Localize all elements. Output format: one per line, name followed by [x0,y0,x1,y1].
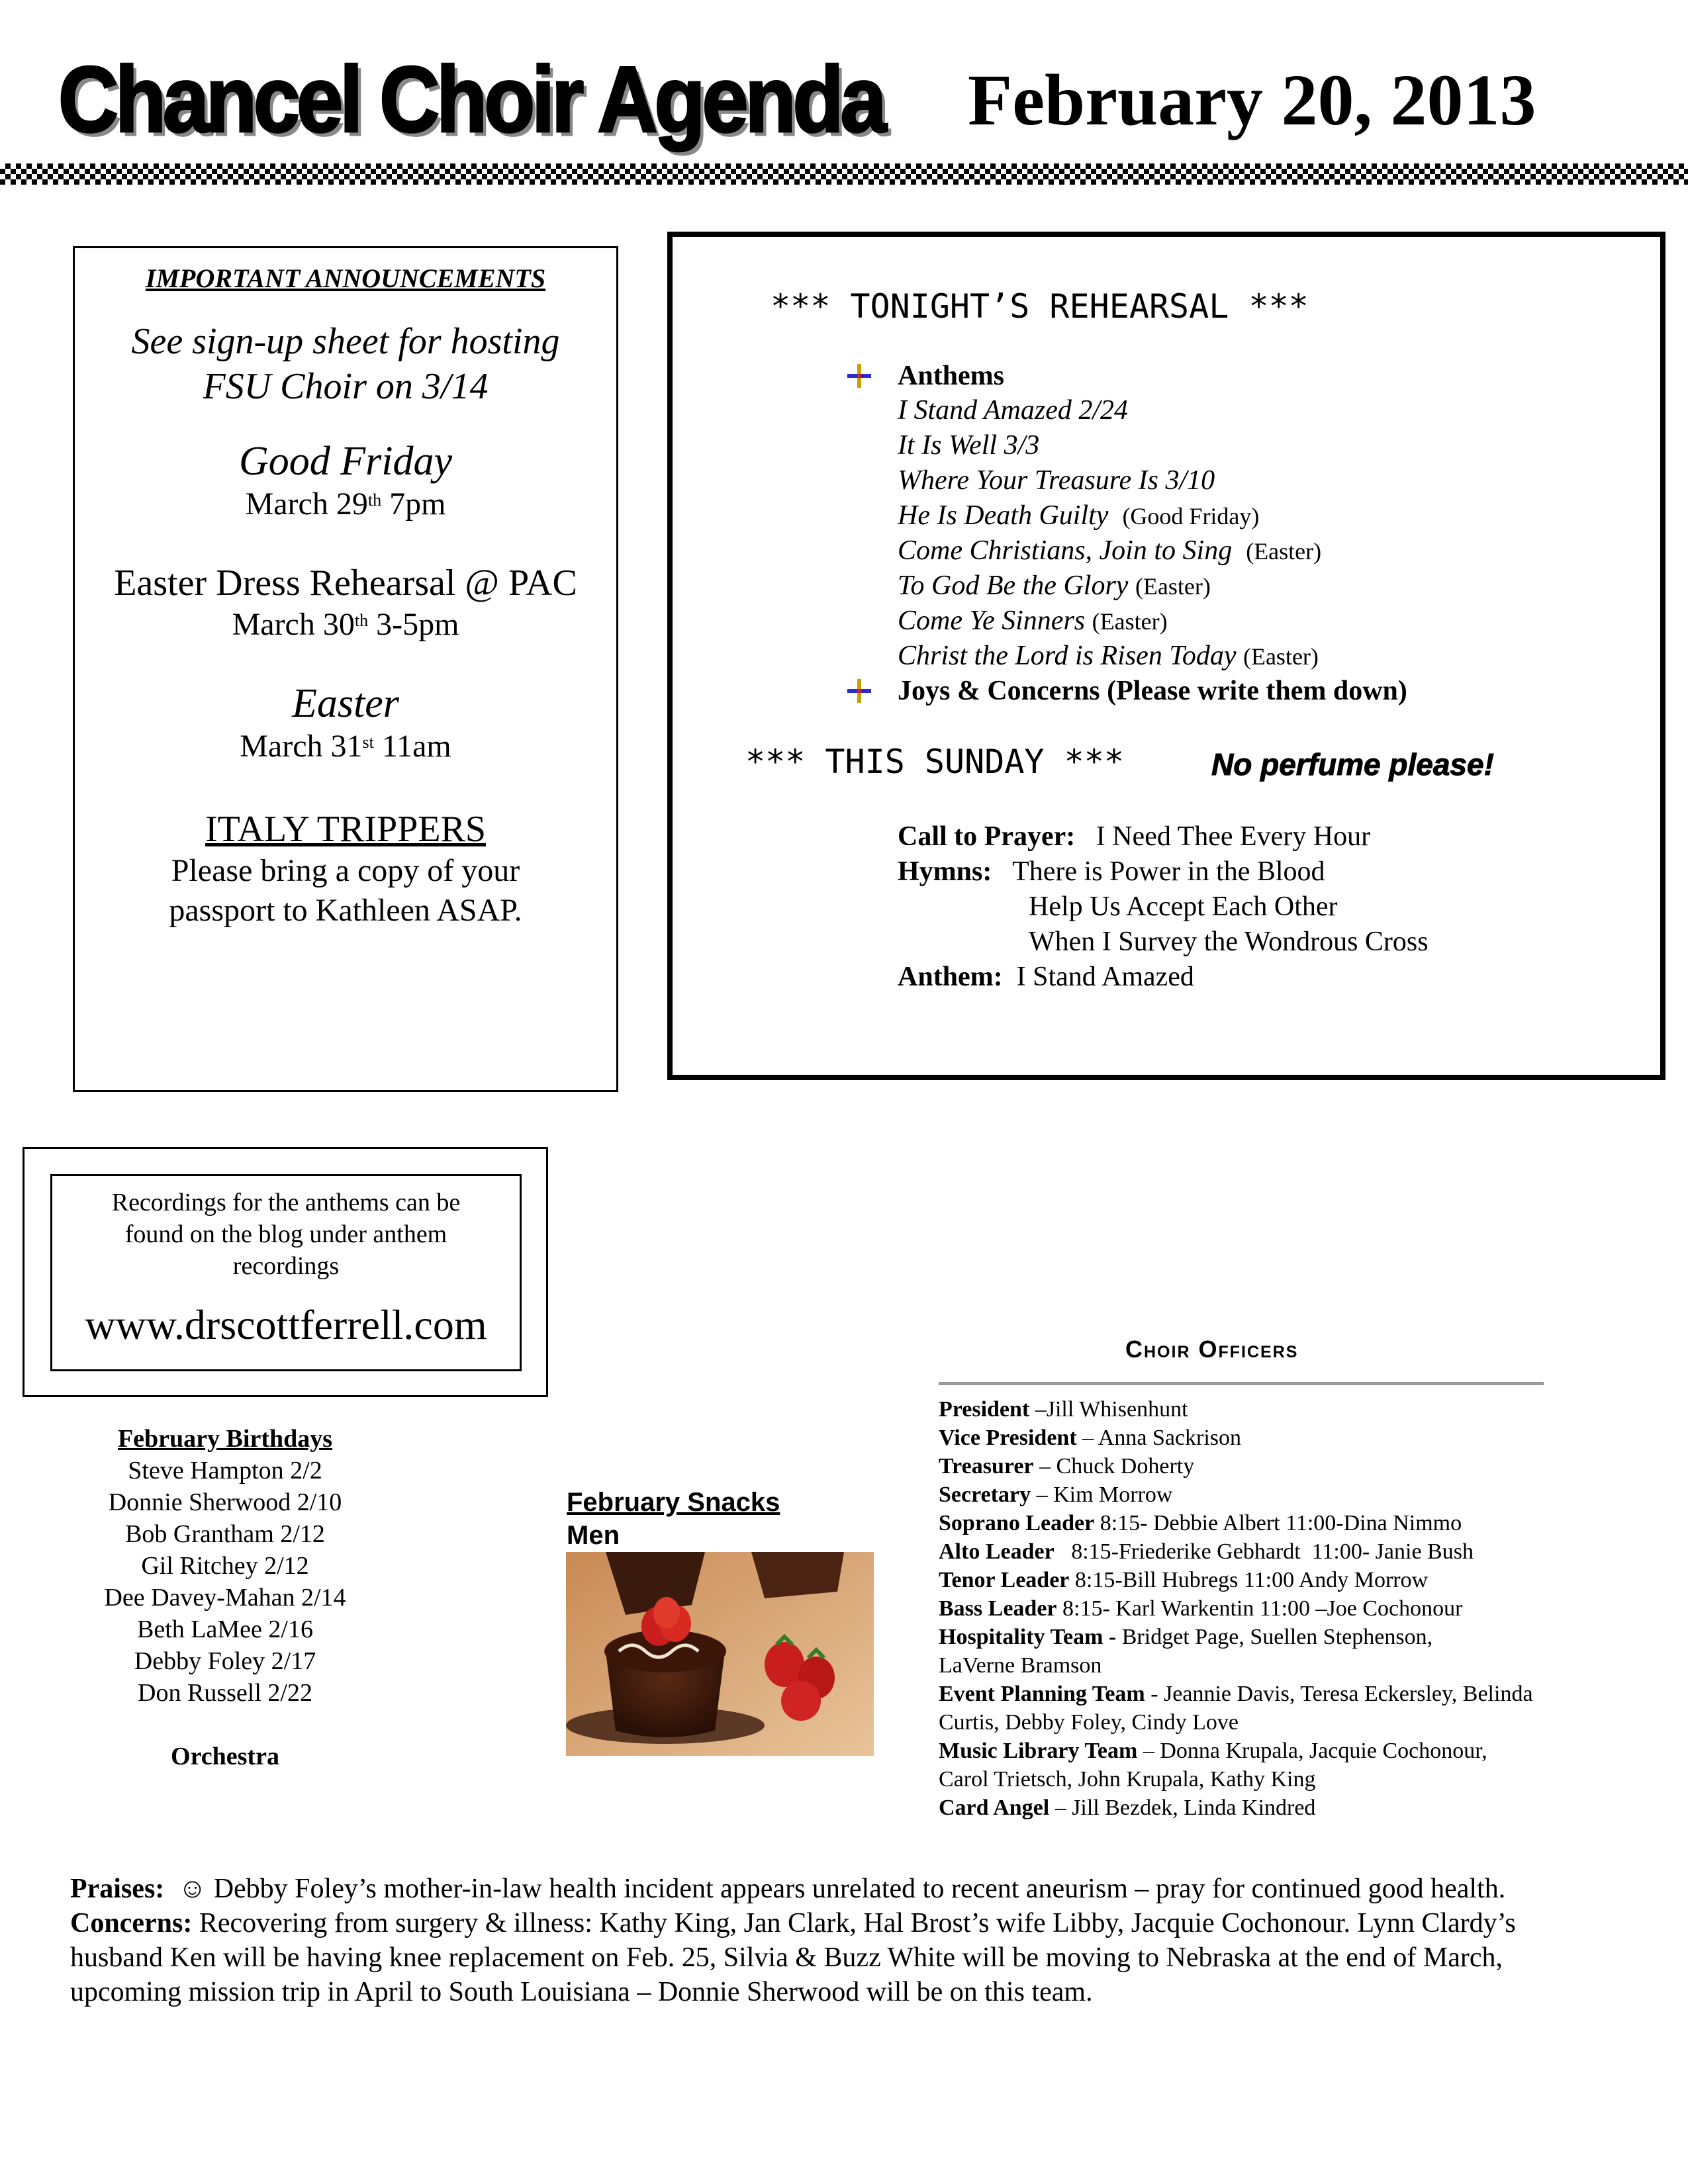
list-item: Hospitality Team - Bridget Page, Suellen Stephenson, LaVerne Bramson [939,1625,1433,1678]
list-item: Donnie Sherwood 2/10 [108,1488,342,1516]
easter-title: Easter [292,681,399,726]
rehearsal-box [667,232,1665,1080]
list-item: Event Planning Team - Jeannie Davis, Teresa Eckersley, Belinda Curtis, Debby Foley, Cindy Love [939,1682,1533,1735]
snacks-section [567,1486,780,1552]
announcements-box [73,246,618,1092]
list-item: Treasurer – Chuck Doherty [939,1454,1195,1479]
signup-line-1: See sign-up sheet for hosting [131,321,560,362]
rehearsal-heading: *** TONIGHT’S REHEARSAL *** [771,287,1309,326]
italy-line-2: passport to Kathleen ASAP. [169,893,522,928]
easter-date: March 31st 11am [240,729,451,764]
list-item: Dee Davey-Mahan 2/14 [104,1584,346,1612]
anthem-item: Christ the Lord is Risen Today (Easter) [898,641,1319,671]
italy-line-1: Please bring a copy of your [171,853,520,888]
page-title: Chancel Choir Agenda [58,47,884,152]
joys-concerns: Joys & Concerns (Please write them down) [898,676,1407,706]
list-item: Card Angel – Jill Bezdek, Linda Kindred [939,1796,1316,1820]
cross-bullet-icon [846,363,872,389]
list-item: Gil Ritchey 2/12 [141,1552,309,1580]
anthems-label: Anthems [898,361,1005,391]
smiley-icon: ☺ [178,1874,207,1904]
anthem-item: It Is Well 3/3 [898,430,1040,461]
list-item: Bass Leader 8:15- Karl Warkentin 11:00 –Joe Cochonour [939,1596,1463,1621]
list-item: Vice President – Anna Sackrison [939,1426,1242,1450]
list-item: Beth LaMee 2/16 [137,1615,313,1643]
snacks-group: Men [567,1521,620,1550]
hymns-line: Hymns: There is Power in the Blood [898,856,1325,887]
snacks-heading: February Snacks [567,1488,780,1517]
italy-title: ITALY TRIPPERS [205,809,486,850]
announcements-heading: IMPORTANT ANNOUNCEMENTS [145,263,546,293]
anthem-item: He Is Death Guilty (Good Friday) [898,500,1260,531]
dress-rehearsal-date: March 30th 3-5pm [232,607,459,642]
birthdays-list [66,1423,384,1772]
good-friday-date: March 29th 7pm [245,486,446,522]
orchestra-label: Orchestra [171,1743,279,1770]
list-item: Alto Leader 8:15-Friederike Gebhardt 11:00- Janie Bush [939,1539,1474,1564]
praises-paragraph: Praises: ☺ Debby Foley’s mother-in-law health incident appears unrelated to recent aneurism – pray for continued good health. [70,1874,1506,1904]
anthem-item: Where Your Treasure Is 3/10 [898,465,1215,496]
recordings-box [50,1174,522,1371]
no-perfume-note: No perfume please! [1211,747,1494,782]
sunday-anthem: Anthem: I Stand Amazed [898,962,1194,992]
anthem-item: Come Ye Sinners (Easter) [898,606,1168,636]
signup-line-2: FSU Choir on 3/14 [203,366,489,407]
list-item: Secretary – Kim Morrow [939,1482,1173,1507]
list-item: Don Russell 2/22 [138,1679,312,1707]
anthem-item: I Stand Amazed 2/24 [898,395,1129,426]
list-item: Soprano Leader 8:15- Debbie Albert 11:00-Dina Nimmo [939,1511,1462,1535]
call-to-prayer: Call to Prayer: I Need Thee Every Hour [898,821,1371,852]
list-item: Music Library Team – Donna Krupala, Jacquie Cochonour, Carol Trietsch, John Krupala, Kathy King [939,1739,1487,1792]
anthem-item: To God Be the Glory (Easter) [898,570,1211,601]
blog-url-link[interactable]: www.drscottferrell.com [85,1301,487,1348]
birthdays-heading: February Birthdays [117,1425,333,1453]
anthem-item: Come Christians, Join to Sing (Easter) [898,535,1322,566]
list-item: Tenor Leader 8:15-Bill Hubregs 11:00 Andy Morrow [939,1568,1429,1592]
officers-heading: Choir Officers [1125,1336,1299,1363]
list-item: President –Jill Whisenhunt [939,1397,1188,1422]
recordings-line: Recordings for the anthems can be [111,1189,461,1216]
officers-divider [939,1382,1544,1385]
officers-list [939,1395,1561,1822]
hymn-item: Help Us Accept Each Other [1029,891,1338,922]
checkered-divider [0,163,1688,185]
hymn-item: When I Survey the Wondrous Cross [1029,927,1429,957]
dress-rehearsal-title: Easter Dress Rehearsal @ PAC [114,563,577,604]
list-item: Debby Foley 2/17 [134,1647,316,1675]
list-item: Steve Hampton 2/2 [128,1457,322,1484]
sunday-heading: *** THIS SUNDAY *** [745,743,1124,781]
cross-bullet-icon [846,678,872,704]
recordings-line: recordings [232,1252,340,1280]
concerns-paragraph: Concerns: Recovering from surgery & illness: Kathy King, Jan Clark, Hal Brost’s wife Libby, Jacquie Cochonour. Lynn Clardy’s husband Ken will be having knee replacement on Feb. 25, Silvia & Buzz White will be moving to Nebraska at the end of March, upcoming mission trip in April to South Louisiana – Donnie Sherwood will be on this team. [70,1908,1516,2007]
dessert-image [566,1552,874,1756]
good-friday-title: Good Friday [238,439,453,484]
recordings-line: found on the blog under anthem [124,1220,447,1248]
agenda-date: February 20, 2013 [968,60,1536,140]
list-item: Bob Grantham 2/12 [125,1520,325,1548]
prayer-section [70,1872,1613,2009]
